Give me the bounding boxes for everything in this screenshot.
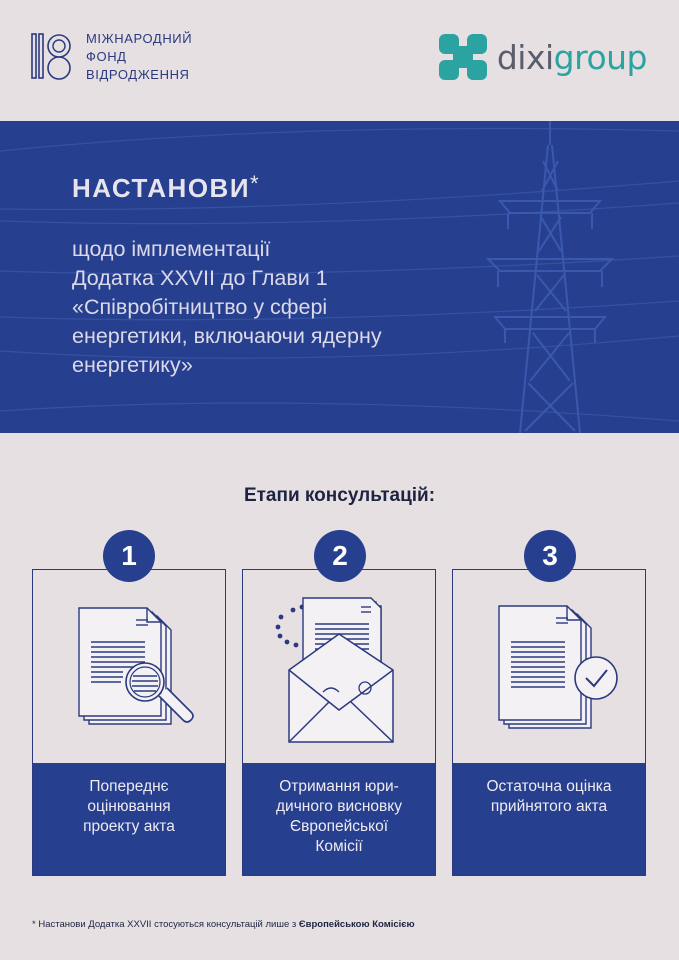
footnote-text: * Настанови Додатка XXVII стосуються консультацій лише з — [32, 919, 299, 930]
dixigroup-logo-icon — [435, 30, 491, 84]
stage-number-1: 1 — [103, 530, 155, 582]
banner-subtitle-line: «Співробітництво у сфері — [72, 295, 328, 319]
stage-card-1 — [32, 569, 226, 876]
dixigroup-wordmark — [497, 38, 647, 77]
stage-number-2: 2 — [314, 530, 366, 582]
banner-subtitle-line: енергетики, включаючи ядерну — [72, 324, 382, 348]
eu-letter-envelope-icon — [243, 570, 434, 764]
irf-logo-icon — [30, 30, 74, 82]
footnote-asterisk: * — [250, 171, 261, 196]
dixigroup-wordmark-dixi: dixi — [496, 37, 554, 77]
document-checkmark-icon — [453, 570, 644, 764]
stages-title: Етапи консультацій: — [243, 485, 436, 506]
irf-logo-line: ФОНД — [86, 49, 127, 64]
stage-card-3 — [452, 569, 646, 876]
stage-card-2 — [242, 569, 436, 876]
irf-logo-text — [86, 30, 192, 84]
banner-title — [72, 171, 260, 204]
banner-subtitle — [72, 235, 382, 380]
stage-label-line: Комісії — [315, 838, 363, 855]
stage-label-line: оцінювання — [87, 798, 171, 815]
stage-label-line: Остаточна оцінка — [486, 778, 612, 795]
stage-label-line: Отримання юри- — [279, 778, 399, 795]
banner-title-text: НАСТАНОВИ — [72, 173, 251, 203]
document-magnifier-icon — [33, 570, 224, 764]
title-banner — [0, 121, 679, 433]
banner-subtitle-line: щодо імплементації — [72, 237, 271, 261]
dixigroup-wordmark-group: group — [553, 37, 647, 77]
irf-logo-line: ВІДРОДЖЕННЯ — [86, 67, 190, 82]
stage-label-line: Європейської — [290, 818, 388, 835]
stage-number-3: 3 — [524, 530, 576, 582]
dixigroup-logo — [435, 30, 647, 84]
stage-label-3 — [453, 763, 645, 875]
footnote-emphasis: Європейською Комісією — [298, 919, 415, 930]
banner-subtitle-line: енергетику» — [72, 353, 193, 377]
stage-label-line: прийнятого акта — [490, 798, 608, 815]
irf-logo — [30, 30, 192, 84]
irf-logo-line: МІЖНАРОДНИЙ — [86, 31, 193, 46]
header — [0, 0, 679, 120]
footnote — [32, 919, 415, 930]
stage-label-line: Попереднє — [89, 778, 169, 795]
banner-subtitle-line: Додатка XXVII до Глави 1 — [72, 266, 328, 290]
stage-label-1 — [33, 763, 225, 875]
stage-label-2 — [243, 763, 435, 875]
stage-label-line: дичного висновку — [276, 798, 402, 815]
stage-label-line: проекту акта — [83, 818, 175, 835]
